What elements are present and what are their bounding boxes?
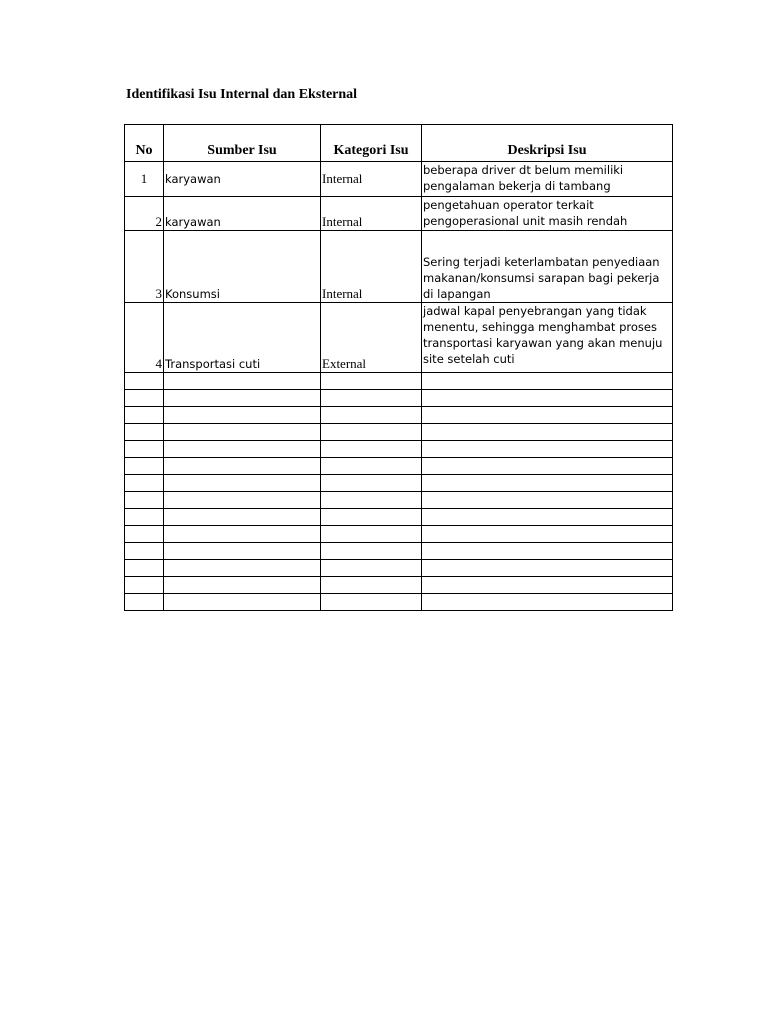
empty-row [125,560,673,577]
empty-cell [164,594,321,611]
empty-cell [125,594,164,611]
empty-row [125,492,673,509]
empty-cell [422,509,673,526]
empty-cell [164,458,321,475]
empty-cell [321,526,422,543]
empty-cell [422,492,673,509]
empty-cell [321,543,422,560]
empty-cell [321,475,422,492]
table-header-row [125,125,673,162]
empty-cell [125,373,164,390]
empty-cell [125,407,164,424]
empty-cell [164,560,321,577]
empty-cell [164,424,321,441]
category-cell: Internal [321,197,422,231]
empty-row [125,594,673,611]
empty-cell [164,373,321,390]
empty-cell [321,594,422,611]
empty-cell [164,543,321,560]
source-cell: Konsumsi [164,231,321,303]
empty-row [125,390,673,407]
empty-cell [321,509,422,526]
empty-cell [321,407,422,424]
empty-cell [422,526,673,543]
empty-row [125,441,673,458]
header-sumber-isu: Sumber Isu [164,125,321,162]
empty-cell [422,577,673,594]
empty-cell [125,424,164,441]
empty-cell [164,441,321,458]
row-number: 4 [125,303,164,373]
empty-cell [125,458,164,475]
empty-cell [422,594,673,611]
empty-cell [422,458,673,475]
empty-cell [422,424,673,441]
empty-cell [321,577,422,594]
empty-cell [321,560,422,577]
table-row [125,197,673,231]
empty-row [125,424,673,441]
empty-cell [422,543,673,560]
row-number: 3 [125,231,164,303]
category-cell: Internal [321,162,422,197]
empty-cell [422,475,673,492]
description-cell: pengetahuan operator terkait pengoperasional unit masih rendah [422,197,673,231]
source-cell: Transportasi cuti [164,303,321,373]
empty-cell [321,458,422,475]
description-cell: beberapa driver dt belum memiliki pengalaman bekerja di tambang [422,162,673,197]
table-row [125,303,673,373]
table-row [125,162,673,197]
category-cell: External [321,303,422,373]
empty-cell [321,373,422,390]
empty-cell [125,577,164,594]
empty-row [125,543,673,560]
empty-row [125,407,673,424]
empty-cell [164,475,321,492]
empty-cell [422,373,673,390]
empty-cell [321,492,422,509]
empty-cell [164,509,321,526]
empty-cell [164,407,321,424]
row-number: 1 [125,162,164,197]
empty-cell [125,509,164,526]
empty-row [125,458,673,475]
source-cell: karyawan [164,162,321,197]
empty-cell [422,407,673,424]
empty-row [125,373,673,390]
empty-cell [164,492,321,509]
empty-cell [321,441,422,458]
empty-row [125,475,673,492]
empty-cell [321,424,422,441]
header-kategori-isu: Kategori Isu [321,125,422,162]
issues-table [124,124,673,611]
empty-cell [125,390,164,407]
empty-cell [125,492,164,509]
header-no: No [125,125,164,162]
empty-cell [125,543,164,560]
category-cell: Internal [321,231,422,303]
row-number: 2 [125,197,164,231]
empty-cell [422,560,673,577]
header-deskripsi-isu: Deskripsi Isu [422,125,673,162]
description-cell: jadwal kapal penyebrangan yang tidak menentu, sehingga menghambat proses transportasi karyawan yang akan menuju site setelah cuti [422,303,673,373]
description-cell: Sering terjadi keterlambatan penyediaan makanan/konsumsi sarapan bagi pekerja di lapangan [422,231,673,303]
empty-cell [125,526,164,543]
empty-cell [125,475,164,492]
empty-cell [164,526,321,543]
empty-row [125,509,673,526]
empty-cell [422,390,673,407]
source-cell: karyawan [164,197,321,231]
empty-cell [321,390,422,407]
empty-cell [125,441,164,458]
empty-row [125,577,673,594]
document-title: Identifikasi Isu Internal dan Eksternal [126,87,358,102]
empty-cell [422,441,673,458]
empty-cell [125,560,164,577]
empty-row [125,526,673,543]
table-row [125,231,673,303]
empty-cell [164,390,321,407]
empty-cell [164,577,321,594]
